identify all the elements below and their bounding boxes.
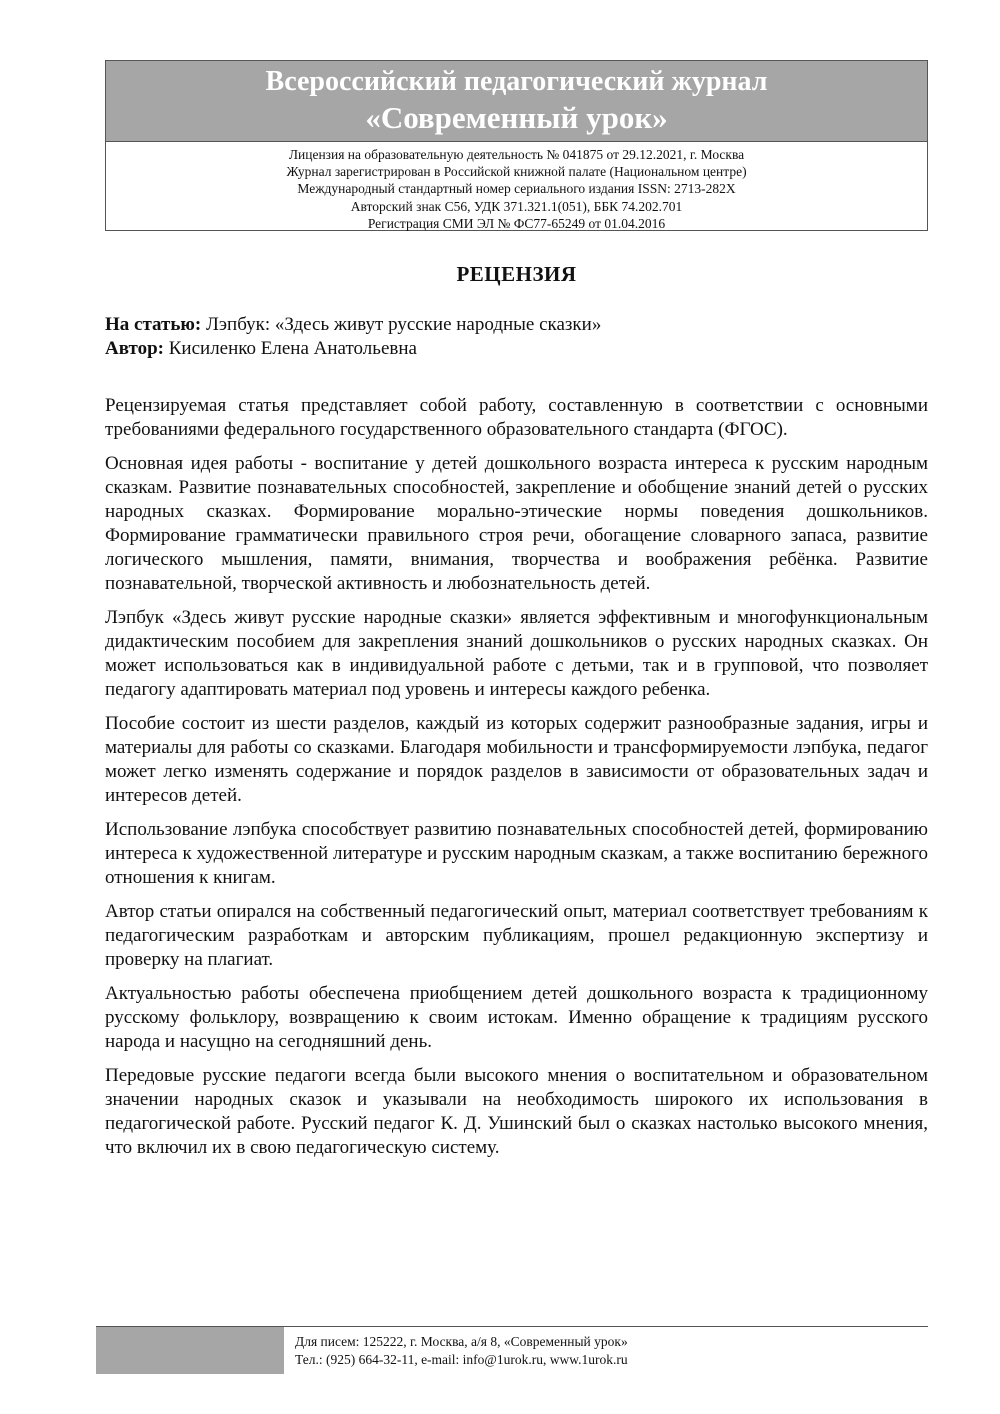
license-line: Лицензия на образовательную деятельность № 041875 от 29.12.2021, г. Москва — [288, 147, 745, 162]
review-meta — [105, 313, 928, 361]
article-title: Лэпбук: «Здесь живут русские народные сказки» — [201, 314, 602, 335]
body-paragraph: Пособие состоит из шести разделов, каждый из которых содержит разнообразные задания, игры и материалы для работы со сказками. Благодаря мобильности и трансформируемости лэпбука, педагог может легко изменять содержание и порядок разделов в зависимости от образовательных задач и интересов детей. — [105, 713, 928, 806]
body-paragraph: Основная идея работы - воспитание у детей дошкольного возраста интереса к русским народным сказкам. Развитие познавательных способностей, закрепление и обобщение знаний детей о русских народных сказках. Формирование морально-этические нормы поведения дошкольников. Формирование грамматически правильного строя речи, обогащение словарного запаса, развитие логического мышления, памяти, внимания, творчества и воображения ребёнка. Развитие познавательной, творческой активность и любознательность детей. — [105, 453, 928, 594]
issn-line: Международный стандартный номер сериального издания ISSN: 2713-282X — [297, 181, 736, 197]
author-label: Автор: — [105, 338, 164, 359]
footer-gray-block — [96, 1327, 284, 1374]
author-name: Кисиленко Елена Анатольевна — [164, 338, 417, 359]
journal-registration-info — [106, 142, 927, 232]
footer-phone-email: Тел.: (925) 664-32-11, e-mail: info@1urok.ru, www.1urok.ru — [295, 1352, 628, 1367]
journal-title-line2: «Современный урок» — [365, 100, 668, 135]
body-paragraph: Автор статьи опирался на собственный педагогический опыт, материал соответствует требованиям к педагогическим разработкам и авторским публикациям, прошел редакционную экспертизу и проверку на плагиат. — [105, 901, 928, 970]
registration-line: Журнал зарегистрирован в Российской книжной палате (Национальном центре) — [286, 164, 747, 180]
body-paragraph: Рецензируемая статья представляет собой работу, составленную в соответствии с основными требованиями федерального государственного образовательного стандарта (ФГОС). — [105, 395, 928, 440]
review-body — [105, 394, 928, 1170]
author-line — [105, 337, 928, 361]
body-paragraph: Использование лэпбука способствует развитию познавательных способностей детей, формированию интереса к художественной литературе и русским народным сказкам, а также воспитанию бережного отношения к книгам. — [105, 819, 928, 888]
media-registration-line: Регистрация СМИ ЭЛ № ФС77-65249 от 01.04.2016 — [367, 215, 666, 231]
classification-line: Авторский знак С56, УДК 371.321.1(051), ББК 74.202.701 — [350, 198, 683, 214]
footer-address: Для писем: 125222, г. Москва, а/я 8, «Современный урок» — [295, 1334, 628, 1349]
body-paragraph: Передовые русские педагоги всегда были высокого мнения о воспитательном и образовательном значении народных сказок и указывали на необходимость широкого их использования в педагогической работе. Русский педагог К. Д. Ушинский был о сказках настолько высокого мнения, что включил их в свою педагогическую систему. — [105, 1065, 928, 1158]
article-label: На статью: — [105, 314, 202, 335]
document-title: РЕЦЕНЗИЯ — [456, 262, 577, 286]
journal-title-line1: Всероссийский педагогический журнал — [265, 66, 768, 97]
body-paragraph: Лэпбук «Здесь живут русские народные сказки» является эффективным и многофункциональным дидактическим пособием для закрепления знаний дошкольников о русских народных сказках. Он может использоваться как в индивидуальной работе с детьми, так и в групповой, что позволяет педагогу адаптировать материал под уровень и интересы каждого ребенка. — [105, 607, 928, 700]
footer-contacts — [295, 1333, 628, 1369]
article-line — [105, 313, 928, 337]
body-paragraph: Актуальностью работы обеспечена приобщением детей дошкольного возраста к традиционному русскому фольклору, возвращению к своим истокам. Именно обращение к традициям русского народа и насущно на сегодняшний день. — [105, 983, 928, 1052]
journal-header — [105, 60, 928, 231]
journal-title-band — [106, 61, 927, 142]
